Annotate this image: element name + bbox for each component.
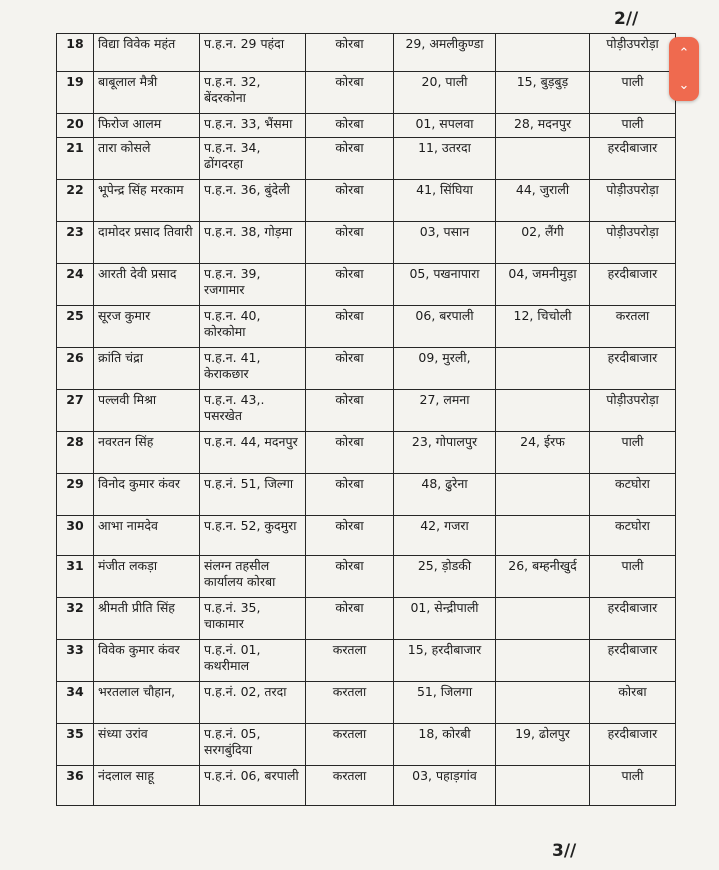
chevron-down-icon[interactable]: ⌄ xyxy=(678,77,690,93)
assignment-cell-2 xyxy=(496,598,590,640)
table-row xyxy=(57,724,676,766)
assignment-cell-2 xyxy=(496,516,590,556)
halka-cell: प.ह.न. 38, गोड़मा xyxy=(200,222,306,264)
tehsil-cell: कोरबा xyxy=(306,432,394,474)
name-cell: सूरज कुमार xyxy=(94,306,200,348)
table-row xyxy=(57,348,676,390)
tehsil-cell: कोरबा xyxy=(306,138,394,180)
assignment-cell-2: 19, ढोलपुर xyxy=(496,724,590,766)
assignment-cell-2: 02, लैंगी xyxy=(496,222,590,264)
assignment-cell-1: 20, पाली xyxy=(394,72,496,114)
assignment-cell-1: 23, गोपालपुर xyxy=(394,432,496,474)
name-cell: संध्या उरांव xyxy=(94,724,200,766)
scroll-widget[interactable] xyxy=(669,37,699,101)
block-cell: पाली xyxy=(590,556,676,598)
table-row xyxy=(57,516,676,556)
name-cell: क्रांति चंद्रा xyxy=(94,348,200,390)
halka-cell: प.ह.नं. 51, जिल्गा xyxy=(200,474,306,516)
assignment-cell-1: 01, सेन्द्रीपाली xyxy=(394,598,496,640)
serial-number-cell: 32 xyxy=(57,598,94,640)
serial-number-cell: 26 xyxy=(57,348,94,390)
block-cell: हरदीबाजार xyxy=(590,724,676,766)
assignment-cell-2: 44, जुराली xyxy=(496,180,590,222)
name-cell: पल्लवी मिश्रा xyxy=(94,390,200,432)
name-cell: नवरतन सिंह xyxy=(94,432,200,474)
halka-cell: प.ह.न. 52, कुदमुरा xyxy=(200,516,306,556)
assignment-cell-2 xyxy=(496,682,590,724)
serial-number-cell: 31 xyxy=(57,556,94,598)
block-cell: हरदीबाजार xyxy=(590,640,676,682)
name-cell: भूपेन्द्र सिंह मरकाम xyxy=(94,180,200,222)
block-cell: पोड़ीउपरोड़ा xyxy=(590,180,676,222)
assignment-cell-2: 12, चिचोली xyxy=(496,306,590,348)
tehsil-cell: कोरबा xyxy=(306,390,394,432)
name-cell: मंजीत लकड़ा xyxy=(94,556,200,598)
assignment-cell-1: 01, सपलवा xyxy=(394,114,496,138)
assignment-cell-1: 51, जिलगा xyxy=(394,682,496,724)
tehsil-cell: कोरबा xyxy=(306,72,394,114)
table-row xyxy=(57,432,676,474)
serial-number-cell: 29 xyxy=(57,474,94,516)
halka-cell: प.ह.न. 29 पहंदा xyxy=(200,34,306,72)
tehsil-cell: कोरबा xyxy=(306,34,394,72)
page-number-bottom: 3// xyxy=(552,841,577,861)
table-row xyxy=(57,34,676,72)
block-cell: कटघोरा xyxy=(590,474,676,516)
assignment-cell-1: 25, ड़ोडकी xyxy=(394,556,496,598)
assignment-cell-2 xyxy=(496,348,590,390)
name-cell: बाबूलाल मैत्री xyxy=(94,72,200,114)
page-number-top: 2// xyxy=(614,9,639,29)
tehsil-cell: कोरबा xyxy=(306,114,394,138)
block-cell: कटघोरा xyxy=(590,516,676,556)
table-row xyxy=(57,114,676,138)
assignment-cell-2 xyxy=(496,766,590,806)
block-cell: हरदीबाजार xyxy=(590,264,676,306)
serial-number-cell: 20 xyxy=(57,114,94,138)
tehsil-cell: कोरबा xyxy=(306,264,394,306)
serial-number-cell: 18 xyxy=(57,34,94,72)
assignment-cell-2: 28, मदनपुर xyxy=(496,114,590,138)
halka-cell: प.ह.न. 34, ढोंगदरहा xyxy=(200,138,306,180)
serial-number-cell: 21 xyxy=(57,138,94,180)
serial-number-cell: 36 xyxy=(57,766,94,806)
halka-cell: प.ह.न. 44, मदनपुर xyxy=(200,432,306,474)
table-row xyxy=(57,138,676,180)
staff-table xyxy=(56,33,676,806)
halka-cell: प.ह.न. 43,. पसरखेत xyxy=(200,390,306,432)
assignment-cell-2 xyxy=(496,640,590,682)
tehsil-cell: कोरबा xyxy=(306,306,394,348)
assignment-cell-2: 26, बम्हनीखुर्द xyxy=(496,556,590,598)
table-row xyxy=(57,640,676,682)
serial-number-cell: 30 xyxy=(57,516,94,556)
name-cell: फिरोज आलम xyxy=(94,114,200,138)
assignment-cell-1: 27, लमना xyxy=(394,390,496,432)
serial-number-cell: 27 xyxy=(57,390,94,432)
block-cell: कोरबा xyxy=(590,682,676,724)
serial-number-cell: 19 xyxy=(57,72,94,114)
assignment-cell-2 xyxy=(496,390,590,432)
name-cell: विनोद कुमार कंवर xyxy=(94,474,200,516)
serial-number-cell: 22 xyxy=(57,180,94,222)
name-cell: विवेक कुमार कंवर xyxy=(94,640,200,682)
halka-cell: प.ह.नं. 02, तरदा xyxy=(200,682,306,724)
block-cell: हरदीबाजार xyxy=(590,138,676,180)
name-cell: नंदलाल साहू xyxy=(94,766,200,806)
tehsil-cell: कोरबा xyxy=(306,222,394,264)
assignment-cell-2: 04, जमनीमुड़ा xyxy=(496,264,590,306)
assignment-cell-1: 03, पहाड़गांव xyxy=(394,766,496,806)
serial-number-cell: 23 xyxy=(57,222,94,264)
tehsil-cell: कोरबा xyxy=(306,556,394,598)
name-cell: आरती देवी प्रसाद xyxy=(94,264,200,306)
block-cell: करतला xyxy=(590,306,676,348)
table-row xyxy=(57,306,676,348)
block-cell: हरदीबाजार xyxy=(590,348,676,390)
table-row xyxy=(57,222,676,264)
name-cell: विद्या विवेक महंत xyxy=(94,34,200,72)
table-row xyxy=(57,474,676,516)
table-row xyxy=(57,390,676,432)
tehsil-cell: करतला xyxy=(306,640,394,682)
name-cell: श्रीमती प्रीति सिंह xyxy=(94,598,200,640)
serial-number-cell: 25 xyxy=(57,306,94,348)
serial-number-cell: 28 xyxy=(57,432,94,474)
tehsil-cell: कोरबा xyxy=(306,598,394,640)
assignment-cell-1: 15, हरदीबाजार xyxy=(394,640,496,682)
assignment-cell-1: 11, उतरदा xyxy=(394,138,496,180)
assignment-cell-1: 05, पखनापारा xyxy=(394,264,496,306)
assignment-cell-2 xyxy=(496,34,590,72)
halka-cell: संलग्न तहसील कार्यालय कोरबा xyxy=(200,556,306,598)
assignment-cell-2: 15, बुड़बुड़ xyxy=(496,72,590,114)
halka-cell: प.ह.न. 32, बेंदरकोना xyxy=(200,72,306,114)
halka-cell: प.ह.न. 36, बुंदेली xyxy=(200,180,306,222)
block-cell: पोड़ीउपरोड़ा xyxy=(590,34,676,72)
block-cell: पाली xyxy=(590,432,676,474)
block-cell: पोड़ीउपरोड़ा xyxy=(590,222,676,264)
assignment-cell-2 xyxy=(496,474,590,516)
serial-number-cell: 33 xyxy=(57,640,94,682)
block-cell: पाली xyxy=(590,766,676,806)
table-row xyxy=(57,598,676,640)
tehsil-cell: कोरबा xyxy=(306,474,394,516)
assignment-cell-1: 29, अमलीकुण्डा xyxy=(394,34,496,72)
tehsil-cell: कोरबा xyxy=(306,180,394,222)
tehsil-cell: कोरबा xyxy=(306,348,394,390)
tehsil-cell: करतला xyxy=(306,682,394,724)
halka-cell: प.ह.न. 39, रजगामार xyxy=(200,264,306,306)
assignment-cell-1: 03, पसान xyxy=(394,222,496,264)
name-cell: तारा कोसले xyxy=(94,138,200,180)
halka-cell: प.ह.नं. 35, चाकामार xyxy=(200,598,306,640)
name-cell: आभा नामदेव xyxy=(94,516,200,556)
block-cell: पाली xyxy=(590,114,676,138)
assignment-cell-1: 41, सिंघिया xyxy=(394,180,496,222)
table-row xyxy=(57,766,676,806)
serial-number-cell: 34 xyxy=(57,682,94,724)
assignment-cell-1: 18, कोरबी xyxy=(394,724,496,766)
tehsil-cell: कोरबा xyxy=(306,516,394,556)
halka-cell: प.ह.न. 33, भैंसमा xyxy=(200,114,306,138)
halka-cell: प.ह.नं. 05, सरगबुंदिया xyxy=(200,724,306,766)
table-row xyxy=(57,682,676,724)
table-row xyxy=(57,556,676,598)
block-cell: हरदीबाजार xyxy=(590,598,676,640)
serial-number-cell: 35 xyxy=(57,724,94,766)
name-cell: दामोदर प्रसाद तिवारी xyxy=(94,222,200,264)
block-cell: पाली xyxy=(590,72,676,114)
assignment-cell-2 xyxy=(496,138,590,180)
halka-cell: प.ह.नं. 06, बरपाली xyxy=(200,766,306,806)
tehsil-cell: करतला xyxy=(306,724,394,766)
table-row xyxy=(57,264,676,306)
halka-cell: प.ह.नं. 01, कथरीमाल xyxy=(200,640,306,682)
assignment-cell-1: 09, मुरली, xyxy=(394,348,496,390)
assignment-cell-2: 24, ईरफ xyxy=(496,432,590,474)
name-cell: भरतलाल चौहान, xyxy=(94,682,200,724)
assignment-cell-1: 06, बरपाली xyxy=(394,306,496,348)
tehsil-cell: करतला xyxy=(306,766,394,806)
assignment-cell-1: 42, गजरा xyxy=(394,516,496,556)
halka-cell: प.ह.न. 41, केराकछार xyxy=(200,348,306,390)
halka-cell: प.ह.न. 40, कोरकोमा xyxy=(200,306,306,348)
chevron-up-icon[interactable]: ⌃ xyxy=(678,45,690,61)
block-cell: पोड़ीउपरोड़ा xyxy=(590,390,676,432)
table-row xyxy=(57,180,676,222)
table-row xyxy=(57,72,676,114)
assignment-cell-1: 48, ढुरेना xyxy=(394,474,496,516)
serial-number-cell: 24 xyxy=(57,264,94,306)
